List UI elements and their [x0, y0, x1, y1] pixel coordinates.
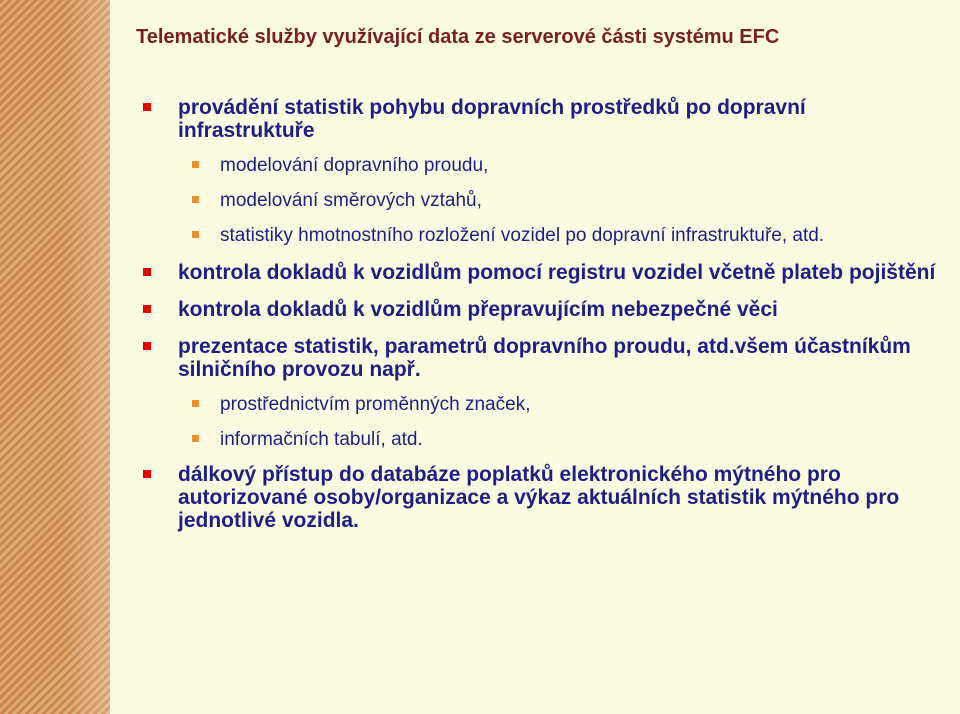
bullet-item-statistics-presentation: [140, 335, 940, 381]
bullet-text: modelování dopravního proudu,: [220, 155, 489, 176]
bullet-text: informačních tabulí, atd.: [220, 429, 423, 450]
sub-bullet-item-variable-signs: [140, 393, 940, 416]
bullet-item-document-check-registry: [140, 261, 940, 284]
bullet-text: modelování směrových vztahů,: [220, 190, 482, 211]
bullet-text: kontrola dokladů k vozidlům pomocí registru vozidel včetně plateb pojištění: [178, 261, 936, 284]
bullet-text: provádění statistik pohybu dopravních prostředků po dopravní infrastruktuře: [178, 96, 806, 142]
red-square-bullet-icon: [143, 470, 151, 478]
bullet-text: statistiky hmotnostního rozložení vozidel po dopravní infrastruktuře, atd.: [220, 225, 825, 246]
bullet-text: prostřednictvím proměnných značek,: [220, 394, 531, 415]
red-square-bullet-icon: [143, 305, 151, 313]
red-square-bullet-icon: [143, 342, 151, 350]
red-square-bullet-icon: [143, 103, 151, 111]
sub-bullet-item-direction-relations: [140, 189, 940, 212]
bullet-text: dálkový přístup do databáze poplatků elektronického mýtného pro autorizované osoby/organizace a výkaz aktuálních statistik mýtného pro jednotlivé vozidla.: [178, 463, 900, 532]
bullet-item-statistics: [140, 96, 940, 142]
bullet-text: prezentace statistik, parametrů dopravního proudu, atd.všem účastníkům silničního provozu např.: [178, 335, 911, 381]
orange-square-bullet-icon: [192, 196, 199, 203]
orange-square-bullet-icon: [192, 231, 199, 238]
orange-square-bullet-icon: [192, 435, 199, 442]
sub-bullet-item-info-boards: [140, 428, 940, 451]
decorative-side-stripe: [0, 0, 110, 714]
orange-square-bullet-icon: [192, 161, 199, 168]
orange-square-bullet-icon: [192, 400, 199, 407]
sub-bullet-item-traffic-flow: [140, 154, 940, 177]
bullet-text: kontrola dokladů k vozidlům přepravujícím nebezpečné věci: [178, 298, 778, 321]
bullet-list: [140, 96, 940, 532]
slide-title: Telematické služby využívající data ze serverové části systému EFC: [136, 26, 780, 48]
bullet-item-remote-access-toll-database: [140, 463, 940, 532]
sub-bullet-item-weight-distribution: [140, 224, 940, 247]
bullet-item-document-check-dangerous-goods: [140, 298, 940, 321]
red-square-bullet-icon: [143, 268, 151, 276]
